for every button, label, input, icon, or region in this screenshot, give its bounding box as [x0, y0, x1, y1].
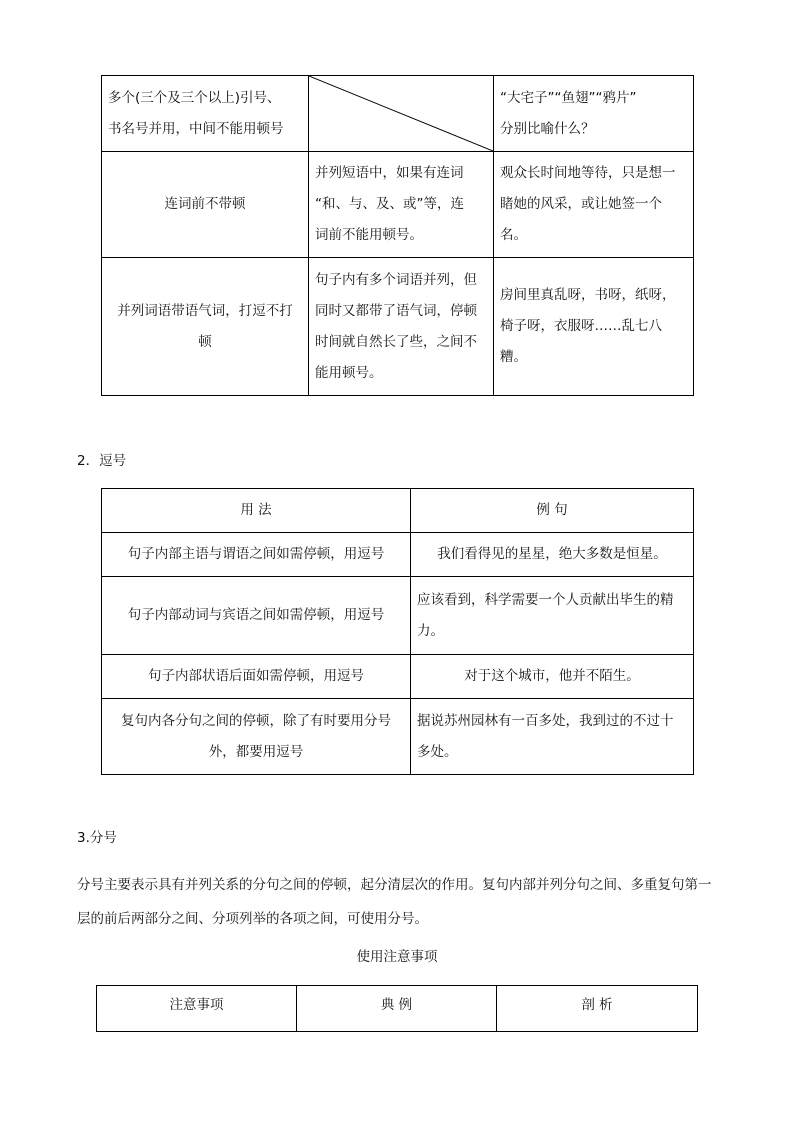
usage-cell: 句子内部动词与宾语之间如需停顿，用逗号: [102, 577, 411, 655]
table-row: [102, 533, 694, 577]
pause-mark-rules-table: [101, 75, 694, 396]
table-header-row: [102, 489, 694, 533]
explain-cell: 并列短语中，如果有连词 “和、与、及、或”等，连 词前不能用顿号。: [309, 152, 494, 258]
example-cell: 观众长时间地等待，只是想一 睹她的风采，或让她签一个 名。: [494, 152, 694, 258]
table-row: [102, 152, 694, 258]
column-header-usage: 用 法: [102, 489, 411, 533]
semicolon-description: 分号主要表示具有并列关系的分句之间的停顿，起分清层次的作用。复句内部并列分句之间、多重复句第一层的前后两部分之间、分项列举的各项之间，可使用分号。: [77, 877, 712, 927]
usage-cell: 句子内部主语与谓语之间如需停顿，用逗号: [102, 533, 411, 577]
table-header-row: [97, 986, 698, 1032]
table-caption: 使用注意事项: [356, 949, 438, 965]
example-cell: 据说苏州园林有一百多处，我到过的不过十 多处。: [411, 699, 694, 775]
section-heading-comma: 2．逗号: [77, 453, 127, 469]
column-header-analysis: 剖 析: [497, 986, 698, 1032]
example-cell: 应该看到，科学需要一个人贡献出毕生的精 力。: [411, 577, 694, 655]
example-cell: “大宅子”“鱼翅”“鸦片” 分别比喻什么？: [494, 76, 694, 152]
usage-cell: 句子内部状语后面如需停顿，用逗号: [102, 655, 411, 699]
comma-usage-table: [101, 488, 694, 775]
table-row: [102, 699, 694, 775]
column-header-examples: 典 例: [297, 986, 497, 1032]
usage-cell: 连词前不带顿: [102, 152, 309, 258]
usage-cell: 复句内各分句之间的停顿，除了有时要用分号 外，都要用逗号: [102, 699, 411, 775]
explain-cell: 句子内有多个词语并列，但 同时又都带了语气词，停顿 时间就自然长了些，之间不 能用顿号。: [309, 258, 494, 396]
example-cell: 对于这个城市，他并不陌生。: [411, 655, 694, 699]
usage-cell: 多个(三个及三个以上)引号、 书名号并用，中间不能用顿号: [102, 76, 309, 152]
example-cell: 我们看得见的星星，绝大多数是恒星。: [411, 533, 694, 577]
diagonal-empty-cell: [309, 76, 494, 152]
table-row: [102, 577, 694, 655]
section-heading-semicolon: 3.分号: [77, 830, 117, 846]
table-row: [102, 655, 694, 699]
column-header-notes: 注意事项: [97, 986, 297, 1032]
semicolon-notes-table: [96, 985, 698, 1032]
usage-cell: 并列词语带语气词，打逗不打 顿: [102, 258, 309, 396]
column-header-example: 例 句: [411, 489, 694, 533]
example-cell: 房间里真乱呀，书呀，纸呀， 椅子呀，衣服呀……乱七八 糟。: [494, 258, 694, 396]
diagonal-line: [309, 76, 493, 151]
table-row: [102, 258, 694, 396]
table-row: [102, 76, 694, 152]
